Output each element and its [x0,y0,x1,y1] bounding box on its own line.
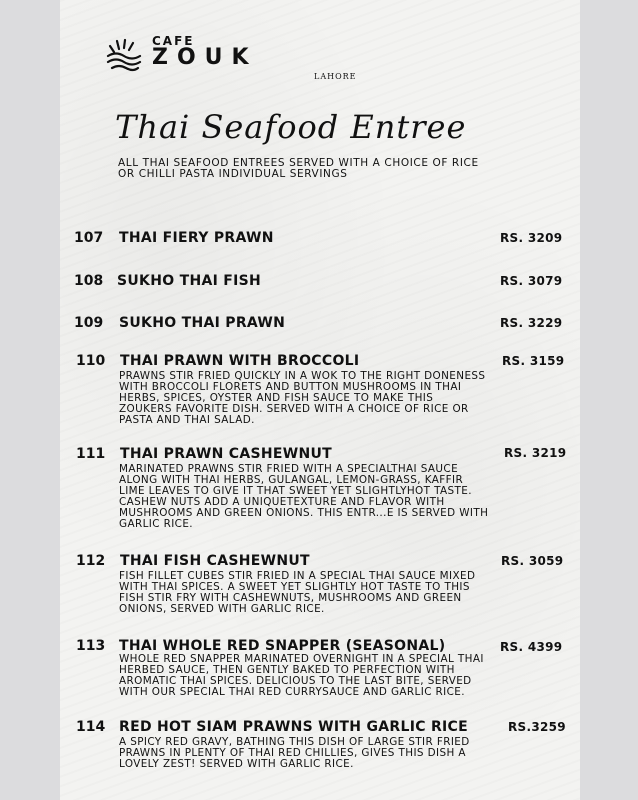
item-description: WHOLE RED SNAPPER MARINATED OVERNIGHT IN A SPECIAL THAI HERBED SAUCE, THEN GENTLY BAKED TO PERFECTION WITH AROMATIC THAI SPICES. DELICIOUS TO THE LAST BITE, SERVED WITH OUR SPECIAL THAI RED CURRYSAUCE AND GARLIC RICE. [119,653,484,698]
item-name: THAI PRAWN CASHEWNUT [120,446,333,462]
item-name: THAI PRAWN WITH BROCCOLI [120,353,360,369]
item-number: 110 [76,353,106,369]
item-description: PRAWNS STIR FRIED QUICKLY IN A WOK TO THE RIGHT DONENESS WITH BROCCOLI FLORETS AND BUTTON MUSHROOMS IN THAI HERBS, SPICES, OYSTER AND FISH SAUCE TO MAKE THIS ZOUKERS FAVORITE DISH. SERVED WITH A CHOICE OF RICE OR PASTA AND THAI SALAD. [119,370,486,426]
logo-city-text: LAHORE [314,72,357,81]
item-number: 111 [76,446,106,462]
item-description: A SPICY RED GRAVY, BATHING THIS DISH OF LARGE STIR FRIED PRAWNS IN PLENTY OF THAI RED CHILLIES, GIVES THIS DISH A LOVELY ZEST! SERVED WITH GARLIC RICE. [119,736,470,770]
item-price: RS. 3059 [501,554,564,568]
item-name: THAI FIERY PRAWN [119,230,274,246]
cafe-zouk-logo [104,34,364,86]
item-description: MARINATED PRAWNS STIR FRIED WITH A SPECIALTHAI SAUCE ALONG WITH THAI HERBS, GULANGAL, LEMON-GRASS, KAFFIR LIME LEAVES TO GIVE IT THAT SWEET YET SLIGHTLYHOT TASTE. CASHEW NUTS ADD A UNIQUETEXTURE AND FLAVOR WITH MUSHROOMS AND GREEN ONIONS. THIS ENTR...E IS SERVED WITH GARLIC RICE. [119,463,489,530]
item-price: RS. 3079 [500,274,563,288]
section-subtitle: ALL THAI SEAFOOD ENTREES SERVED WITH A CHOICE OF RICE OR CHILLI PASTA INDIVIDUAL SERVINGS [118,157,479,180]
item-number: 107 [74,230,104,246]
logo-cafe-text: CAFE [152,34,195,48]
item-number: 114 [76,719,106,735]
item-number: 108 [74,273,104,289]
item-name: THAI FISH CASHEWNUT [120,553,310,569]
sun-wave-icon [104,36,144,76]
item-name: RED HOT SIAM PRAWNS WITH GARLIC RICE [119,719,468,735]
item-name: SUKHO THAI PRAWN [119,315,286,331]
item-name: SUKHO THAI FISH [117,273,262,289]
item-price: RS. 3219 [504,446,567,460]
item-price: RS. 3229 [500,316,563,330]
item-price: RS.3259 [508,720,566,734]
item-number: 112 [76,553,106,569]
item-number: 113 [76,638,106,654]
item-price: RS. 3209 [500,231,563,245]
item-price: RS. 4399 [500,640,563,654]
item-price: RS. 3159 [502,354,565,368]
logo-zouk-text: ZOUK [152,45,258,70]
item-name: THAI WHOLE RED SNAPPER (SEASONAL) [119,638,446,654]
item-number: 109 [74,315,104,331]
item-description: FISH FILLET CUBES STIR FRIED IN A SPECIAL THAI SAUCE MIXED WITH THAI SPICES. A SWEET YET SLIGHTLY HOT TASTE TO THIS FISH STIR FRY WITH CASHEWNUTS, MUSHROOMS AND GREEN ONIONS, SERVED WITH GARLIC RICE. [119,570,476,615]
section-title: Thai Seafood Entree [115,108,467,146]
